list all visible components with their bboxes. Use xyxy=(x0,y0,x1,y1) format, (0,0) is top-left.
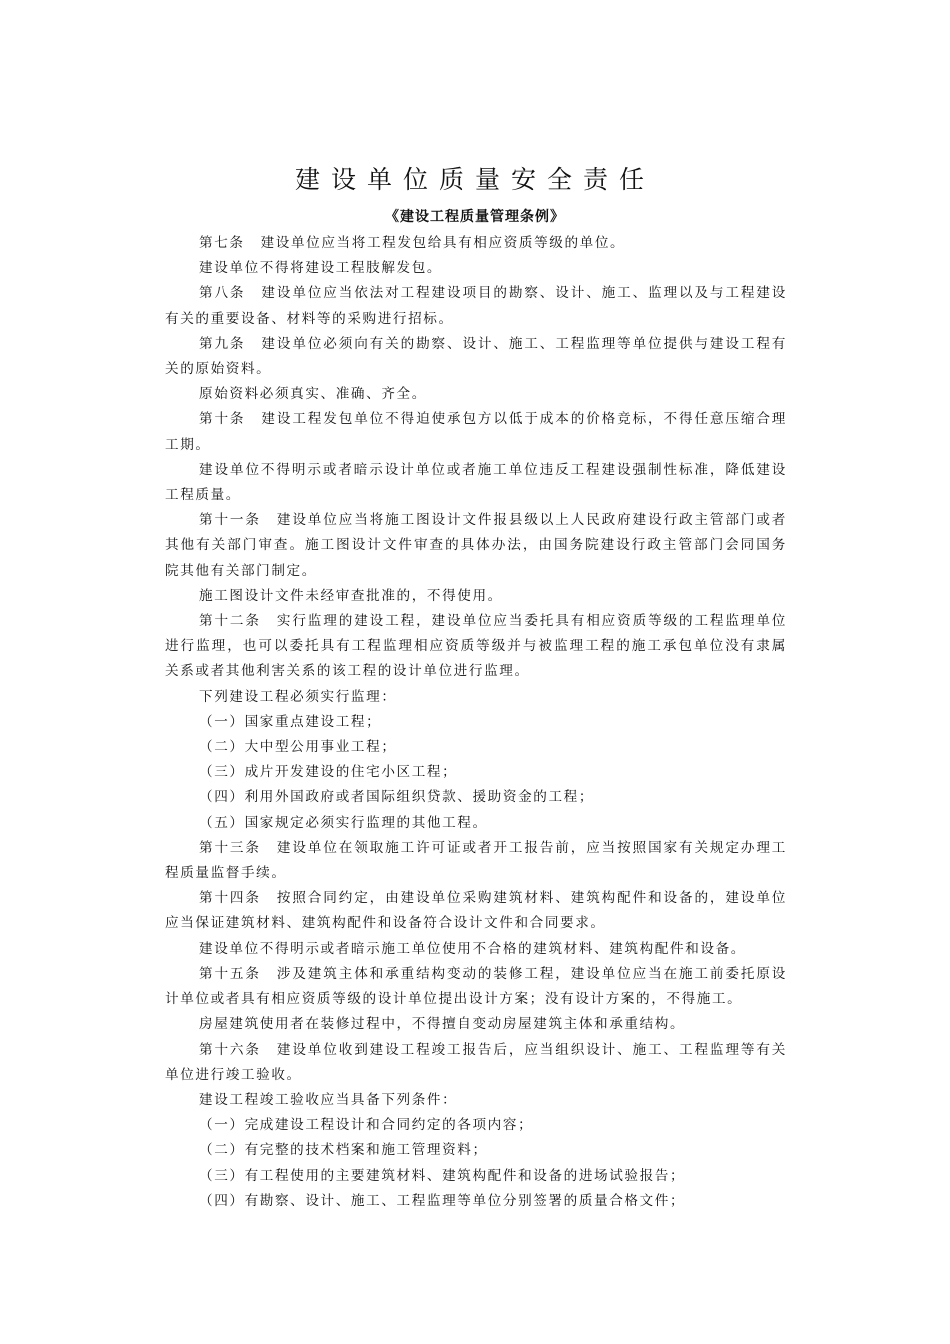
article-number: 第八条 xyxy=(199,285,246,302)
paragraph xyxy=(165,1012,787,1037)
paragraph-text: 建设单位应当依法对工程建设项目的勘察、设计、施工、监理以及与工程建设有关的重要设备、材料等的采购进行招标。 xyxy=(165,285,787,327)
article-number: 第十五条 xyxy=(199,965,261,982)
paragraph-text: 建设单位应当将工程发包给具有相应资质等级的单位。 xyxy=(260,235,626,251)
paragraph xyxy=(165,1138,787,1163)
paragraph xyxy=(165,281,787,331)
paragraph xyxy=(165,332,787,382)
paragraph xyxy=(165,256,787,281)
paragraph xyxy=(165,785,787,810)
paragraph xyxy=(165,1038,787,1088)
paragraph xyxy=(165,710,787,735)
document-body xyxy=(165,231,787,1214)
paragraph xyxy=(165,1189,787,1214)
paragraph xyxy=(165,609,787,685)
paragraph xyxy=(165,231,787,256)
paragraph xyxy=(165,1113,787,1138)
paragraph-text: 房屋建筑使用者在装修过程中，不得擅自变动房屋建筑主体和承重结构。 xyxy=(199,1016,686,1033)
paragraph-text: 建设工程竣工验收应当具备下列条件： xyxy=(199,1091,458,1108)
paragraph-text: （四）有勘察、设计、施工、工程监理等单位分别签署的质量合格文件； xyxy=(199,1192,686,1209)
paragraph-text: （二）有完整的技术档案和施工管理资料； xyxy=(199,1142,488,1159)
paragraph xyxy=(165,407,787,457)
document-title: 建设单位质量安全责任 xyxy=(294,165,655,194)
paragraph-text: （一）国家重点建设工程； xyxy=(199,713,382,730)
paragraph-text: 下列建设工程必须实行监理： xyxy=(199,688,397,705)
paragraph xyxy=(165,735,787,760)
paragraph-text: 建设单位必须向有关的勘察、设计、施工、工程监理等单位提供与建设工程有关的原始资料。 xyxy=(165,335,787,378)
paragraph-text: （四）利用外国政府或者国际组织贷款、援助资金的工程； xyxy=(199,789,595,806)
paragraph-text: 建设单位不得将建设工程肢解发包。 xyxy=(199,260,443,277)
paragraph xyxy=(165,836,787,886)
article-number: 第十四条 xyxy=(199,890,261,907)
article-number: 第十三条 xyxy=(199,839,261,856)
paragraph xyxy=(165,962,787,1012)
paragraph-text: 实行监理的建设工程，建设单位应当委托具有相应资质等级的工程监理单位进行监理，也可以委托具有工程监理相应资质等级并与被监理工程的施工承包单位没有隶属关系或者其他利害关系的该工程的设计单位进行监理。 xyxy=(165,613,787,680)
paragraph-text: 建设单位不得明示或者暗示设计单位或者施工单位违反工程建设强制性标准，降低建设工程质量。 xyxy=(165,461,787,504)
paragraph-text: 建设单位在领取施工许可证或者开工报告前，应当按照国家有关规定办理工程质量监督手续。 xyxy=(165,839,787,882)
article-number: 第十一条 xyxy=(199,512,261,529)
article-number: 第十六条 xyxy=(199,1041,261,1058)
paragraph xyxy=(165,886,787,936)
paragraph-text: 建设单位收到建设工程竣工报告后，应当组织设计、施工、工程监理等有关单位进行竣工验收。 xyxy=(165,1041,787,1083)
paragraph xyxy=(165,508,787,584)
paragraph xyxy=(165,584,787,609)
article-number: 第十二条 xyxy=(199,613,261,630)
article-number: 第九条 xyxy=(199,335,246,352)
paragraph-text: （三）成片开发建设的住宅小区工程； xyxy=(199,764,458,781)
paragraph-text: （三）有工程使用的主要建筑材料、建筑构配件和设备的进场试验报告； xyxy=(199,1167,686,1184)
paragraph-text: 原始资料必须真实、准确、齐全。 xyxy=(199,386,427,403)
paragraph-text: 按照合同约定，由建设单位采购建筑材料、建筑构配件和设备的，建设单位应当保证建筑材料、建筑构配件和设备符合设计文件和合同要求。 xyxy=(165,890,787,932)
paragraph xyxy=(165,1164,787,1189)
paragraph-text: 涉及建筑主体和承重结构变动的装修工程，建设单位应当在施工前委托原设计单位或者具有相应资质等级的设计单位提出设计方案；没有设计方案的，不得施工。 xyxy=(165,965,787,1008)
article-number: 第七条 xyxy=(199,235,245,251)
paragraph xyxy=(165,937,787,962)
article-number: 第十条 xyxy=(199,411,246,428)
paragraph xyxy=(165,382,787,407)
paragraph-text: 建设单位应当将施工图设计文件报县级以上人民政府建设行政主管部门或者其他有关部门审查。施工图设计文件审查的具体办法，由国务院建设行政主管部门会同国务院其他有关部门制定。 xyxy=(165,512,787,579)
paragraph-text: 施工图设计文件未经审查批准的，不得使用。 xyxy=(199,587,503,604)
paragraph-text: （五）国家规定必须实行监理的其他工程。 xyxy=(199,814,488,831)
paragraph-text: （二）大中型公用事业工程； xyxy=(199,739,397,756)
paragraph xyxy=(165,811,787,836)
document-subtitle: 《建设工程质量管理条例》 xyxy=(385,209,565,225)
paragraph-text: 建设工程发包单位不得迫使承包方以低于成本的价格竞标，不得任意压缩合理工期。 xyxy=(165,411,787,453)
paragraph-text: 建设单位不得明示或者暗示施工单位使用不合格的建筑材料、建筑构配件和设备。 xyxy=(199,940,746,957)
paragraph xyxy=(165,760,787,785)
paragraph-text: （一）完成建设工程设计和合同约定的各项内容； xyxy=(199,1117,534,1134)
paragraph xyxy=(165,458,787,508)
paragraph xyxy=(165,685,787,710)
paragraph xyxy=(165,1088,787,1113)
